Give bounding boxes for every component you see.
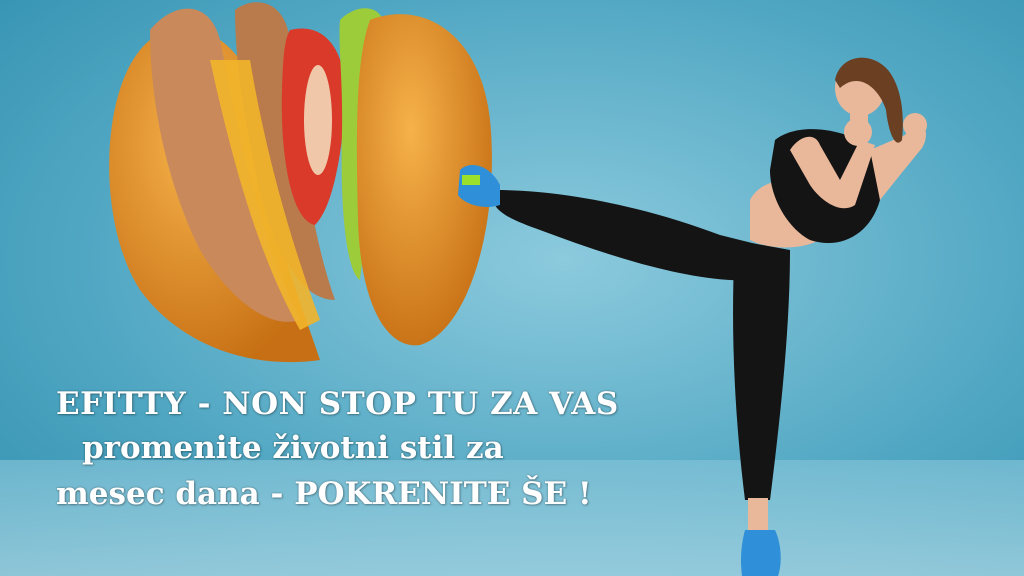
fist-2	[903, 113, 927, 137]
burger	[109, 2, 492, 362]
ankle	[748, 498, 768, 533]
caption-line-3: mesec dana - POKRENITE ŠE !	[56, 476, 592, 512]
caption-line-2: promenite životni stil za	[82, 430, 504, 466]
caption-line-1: EFITTY - NON STOP TU ZA VAS	[56, 386, 619, 422]
standing-shoe	[741, 530, 781, 576]
